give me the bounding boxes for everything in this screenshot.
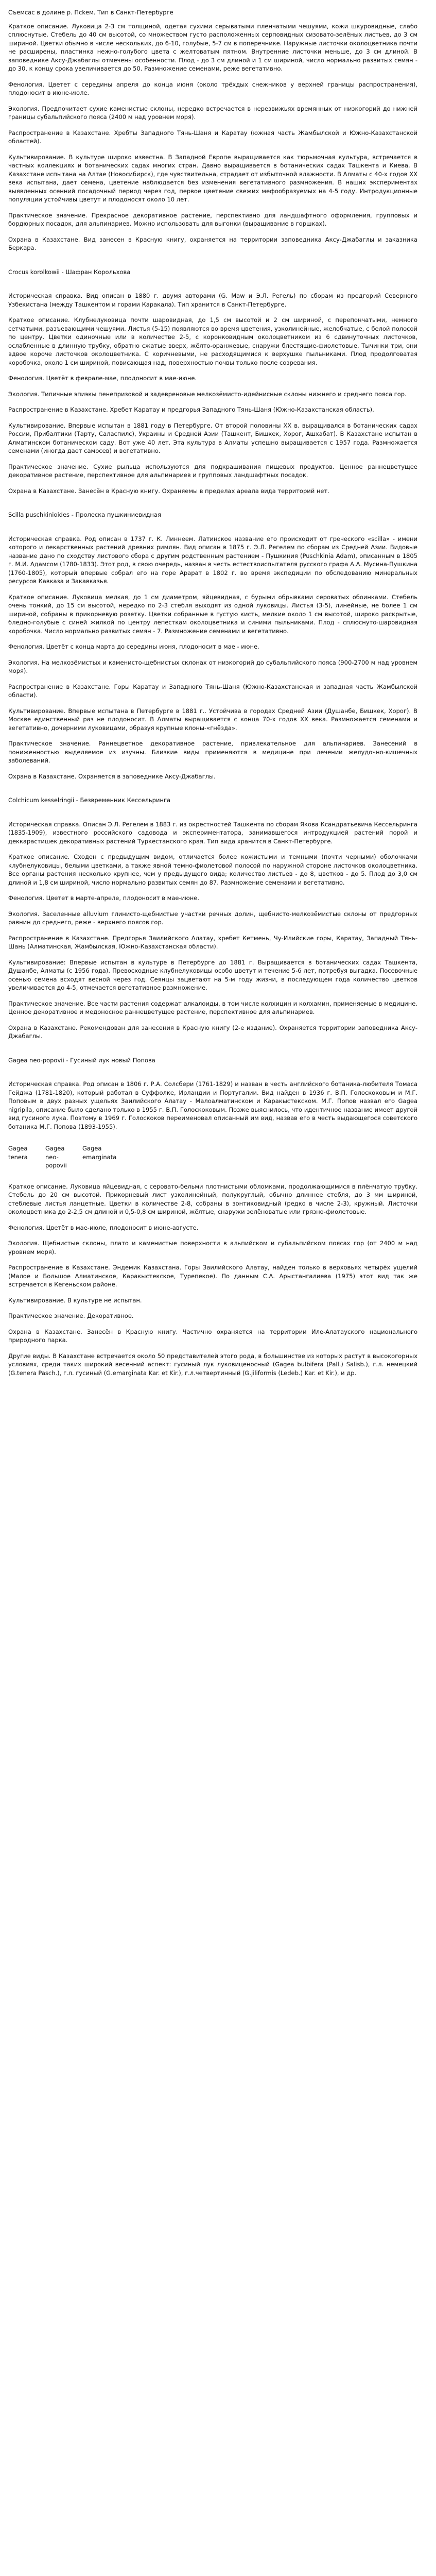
doc-paragraph: Охрана в Казахстане. Занесён в Красную книгу. Охраняемы в пределах ареала вида территорий нет.: [8, 487, 329, 495]
photo-caption-tenera: Gagea tenera: [8, 1145, 28, 1161]
doc-paragraph: Фенология. Цветет в марте-апреле, плодоносит в мае-июне.: [8, 894, 200, 902]
doc-paragraph: Культивирование. Впервые испытан в 1881 году в Петербурге. От второй половины XX в. выращивался в ботанических садах России, Прибалтики (Тарту, Саласпилс), Украины и Средней Азии (Ташкент, Бишкек, Хорог, Ашхабат). В Казахстане испытан в Алматинском ботаническом саду. Вот уже 40 лет. Эта культура в Алматы успешно выращивается с 1957 года. Размножается семенами (иногда дает самосев) и вегетативно.: [8, 421, 417, 454]
doc-paragraph: Распространение в Казахстане. Эндемик Казахстана. Горы Заилийского Алатау, найден только в верховьях четырёх ущелий (Малое и Большое Алматинское, Каракыстекское, Турепекое). По данным С.А. Арыстангалиева (1975) этот вид так же встречается в Кегеньском районе.: [8, 1264, 417, 1288]
doc-paragraph: Историческая справка. Род описан в 1737 г. К. Линнеем. Латинское название его происходит от греческого «scilla» - имени которого и лекарственных растений древних римлян. Вид описан в 1875 г. Э.Л. Регелем по сборам из Средней Азии. Видовые название дано по сходству листового сбора с другим родственным растением - Пушкиния (Puschkinia Adam), описанным в 1805 г. М.И. Адамсом (1780-1833). Этот род, в свою очередь, назван в честь естествоиспытателя русского графа А.А. Мусина-Пушкина (1760-1805), который впервые собрал его на горе Арарат в 1802 г. во время экспедиции по обследованию минеральных ресурсов Кавказа и Закавказья.: [8, 535, 417, 585]
doc-paragraph: Распространение в Казахстане. Горы Каратау и Западного Тянь-Шаня (Южно-Казахстанская и западная часть Жамбылской области).: [8, 683, 417, 699]
doc-paragraph: Экология. На мелкозёмистых и каменисто-щебнистых склонах от низкогорий до субальпийского пояса (900-2700 м над уровнем моря).: [8, 658, 417, 674]
doc-paragraph: Историческая справка. Род описан в 1806 г. Р.А. Солсбери (1761-1829) и назван в честь английского ботаника-любителя Томаса Гейджа (1781-1820), который работал в Суффолке, Ирландии и Португалии. Вид найден в 1936 г. В.П. Голоскоковым и М.Г. Поповым в двух разных ущельях Заилийского Алатау - Малоалматинском и Каракыстекском. М.Г. Попов назвал его Gagea nigripila, описание было сделано только в 1955 г. В.П. Голоскоковым. Позже выяснилось, что идентичное название имеет другой вид гусиного лука. Поэтому в 1969 г. Голоскоков переименовал описанный им вид, назвав его в честь выдающегося советского ботаника М.Г. Попова (1893-1955).: [8, 1080, 417, 1130]
doc-paragraph: Распространение в Казахстане. Предгорья Заилийского Алатау, хребет Кетмень, Чу-Илийские горы, Каратау, Западный Тянь-Шань (Алматинская, Жамбылская, Южно-Казахстанская области).: [8, 934, 417, 950]
species-header: Gagea neo-popovii - Гусиный лук новый Попова: [8, 1056, 155, 1064]
doc-paragraph: Фенология. Цветёт в мае-июле, плодоносит в июне-августе.: [8, 1224, 199, 1231]
doc-paragraph: Фенология. Цветёт в феврале-мае, плодоносит в мае-июне.: [8, 375, 197, 382]
doc-paragraph: Культивирование. Впервые испытана в Петербурге в 1881 г.. Устойчива в городах Средней Азии (Душанбе, Бишкек, Хорог). В Москве единственный раз не плодоносит. В Алматы выращивается с конца 70-х годов XX века. Размножается семенами и вегетативно, дочерними луковицами, образуя крупные клоны-«гнёзда».: [8, 707, 417, 732]
doc-paragraph: Охрана в Казахстане. Охраняется в заповеднике Аксу-Джабаглы.: [8, 772, 216, 780]
doc-paragraph: Экология. Заселенные alluvium глинисто-щебнистые участки речных долин, щебнисто-мелкозёмистые склоны от предгорных равнин до среднего, реже - верхнего поясов гор.: [8, 910, 417, 926]
doc-paragraph: Распространение в Казахстане. Хребет Каратау и предгорья Западного Тянь-Шаня (Южно-Казахстанская область).: [8, 406, 374, 413]
photo-caption-emarginata: Gagea emarginata: [82, 1145, 117, 1161]
photo-captions-row: [8, 1144, 417, 1170]
doc-paragraph: Экология. Щебнистые склоны, плато и каменистые поверхности в альпийском и субальпийском поясах гор (от 2400 м над уровнем моря).: [8, 1240, 417, 1256]
doc-paragraph: Культивирование. В культуре не испытан.: [8, 1296, 142, 1304]
doc-paragraph: Краткое описание. Сходен с предыдущим видом, отличается более кожистыми и темными (почти черными) оболочками клубнелуковицы, белыми цветками, а также явной темно-фиолетовой полосой по наружной стороне листочков околоцветника. Все органы растения несколько крупнее, чем у предыдущего вида; количество листьев - до 8, цветков - до 5. Плод до 3,0 см длиной и 1,8 см шириной, число нормально развитых семян до 87. Размножение семенами и вегетативно.: [8, 853, 417, 886]
doc-paragraph: Экология. Предпочитает сухие каменистые склоны, нередко встречается в нерезвижьях времянных от низкогорий до нижней границы субальпийского пояса (2400 м над уровнем моря).: [8, 105, 417, 121]
species-header: Colchicum kesselringii - Безвременник Кессельринга: [8, 796, 171, 804]
doc-paragraph: Культивирование: Впервые испытан в культуре в Петербурге до 1881 г. Выращивается в ботанических садах Ташкента, Душанбе, Алматы (с 1956 года). Превосходные клубнелуковицы особо цветут и течение 5-6 лет, потребуя выгадка. Посевочные осенью семена всходят весной через год. Сеянцы зацветают на 5-м году жизни, в последующем года количество цветков увеличивается до 4-5, отмечается вегетативное размножение.: [8, 958, 417, 991]
doc-paragraph: Практическое значение. Все части растения содержат алкалоиды, в том числе колхицин и колхамин, применяемые в медицине. Ценное декоративное и медоносное раннецветущее растение, перспективное для альпинариев.: [8, 999, 417, 1015]
species-header: Scilla puschkinioides - Пролеска пушкиниевидная: [8, 511, 161, 518]
doc-paragraph: Краткое описание. Луковица яйцевидная, с серовато-бельми плотнистыми обломками, продолжающимися в плёнчатую трубку. Стебель до 20 см высотой. Прикорневый лист узколинейный, полукруглый, обычно длиннее стебля, до 3 мм шириной, стеблевые листья ланцетные. Цветки в количестве 2-8, собраны в зонтиковидный (редко в числе 2-3), кружный. Листочки околоцветника до 2-2,5 см длиной и 0,5-0,8 см шириной, жёлтые, снаружи зелёноватые или грязно-фиолетовые.: [8, 1182, 417, 1215]
species-header: Crocus korolkowii - Шафран Корольхова: [8, 268, 131, 276]
doc-paragraph: Охрана в Казахстане. Занесён в Красную книгу. Частично охраняется на территории Иле-Алатауского национального природного парка.: [8, 1328, 417, 1344]
doc-paragraph: Другие виды. В Казахстане встречается около 50 представителей этого рода, в большинстве из которых растут в высокогорных условиях, среди таких широкий весенний аспект: гусиный лук луковиценосный (Gagea bulbifera (Pall.) Salisb.), г.л. немецкий (G.tenera Pasch.), г.л. гусиный (G.emarginata Kar. et Kir.), г.л.четвертинный (G.jiliformis (Ledeb.) Kar. et Kir.), и др.: [8, 1352, 417, 1377]
doc-paragraph: Краткое описание. Клубнелуковица почти шаровидная, до 1,5 см высотой и 2 см шириной, с перепончатыми, немного сетчатыми, разъевающими чешуями. Листья (5-15) появляются во время цветения, узколинейные, желобчатые, с белой полосой по центру. Цветки одиночные или в количестве 2-5, с коронковидным околоцветником из 6 сдвинуточных листочков, ослабленные в длинную трубку, обратно сжатые вверх, жёлто-оранжевые, снаружи блестящие-фиолетовые. Тычинки три, они вдвое короче листочков околоцветника. С коричневыми, не расходящимися к верхушке пыльниками. Плод продолговатая коробочка, около 1 см шириной, повисающая над, поверхностью почвы только после созревания.: [8, 316, 417, 366]
doc-paragraph: Краткое описание. Луковица 2-3 см толщиной, одетая сухими серыватыми пленчатыми чешуями, кожи шкуровидные, слабо сплюснутые. Стебель до 40 см высотой, со множеством густо расположенных серповидных сизовато-зелёных листьев, до 3 см шириной. Цветки обычно в числе нескольких, до 6-10, голубые, 5-7 см в поперечнике. Наружные листочки околоцветника почти не расширены, пластинка нежно-голубого цвета с желтоватым пятном. Внутренние листочки меньше, до 3 см длиной. В заповеднике Аксу-Джабаглы отмечены особенности. Плод - до 3 см длиной и 1 см шириной, число нормально развитых семян - до 30, к концу срока увеличивается до 50. Размножение семенами, реже вегетативно.: [8, 22, 417, 72]
doc-paragraph: Фенология. Цветёт с конца марта до середины июня, плодоносит в мае - июне.: [8, 643, 259, 650]
doc-paragraph: Экология. Типичные эпиэкы пенепризовой и задевреновые мелкозёмисто-идейнисные склоны нижнего и среднего пояса гор.: [8, 390, 407, 398]
doc-paragraph: Историческая справка. Описан Э.Л. Регелем в 1883 г. из окрестностей Ташкента по сборам Якова Ксандратьевича Кессельринга (1835-1909), известного российского садовода и экспериментатора, занимавшегося интродукцией растений порой и деккарастишек декоративных растений Туркестанского края. Тип вида хранится в Санкт-Петербурге.: [8, 820, 417, 845]
doc-paragraph: Практическое значение. Декоративное.: [8, 1312, 134, 1319]
doc-paragraph: Распространение в Казахстане. Хребты Западного Тянь-Шаня и Каратау (южная часть Жамбылской и Южно-Казахстанской областей).: [8, 129, 417, 145]
doc-paragraph: Краткое описание. Луковица мелкая, до 1 см диаметром, яйцевидная, с бурыми обрывками сероватых обоинками. Стебель очень тонкий, до 15 см высотой, нередко по 2-3 стебля выходят из одной луковицы. Листья (3-5), линейные, не более 1 см шириной, собраны в прикорневую розетку. Цветки собранные в густую кисть, мелкие около 1 см высотой, широко раскрытые, бледно-голубые с синей жилкой по центру лепесткам околоцветника и синими пыльниками. Плод - сплюснуто-шаровидная коробочка. Число нормально развитых семян - 7. Размножение семенами и вегетативно.: [8, 593, 417, 635]
doc-paragraph: Практическое значение. Раннецветное декоративное растение, привлекательное для альпинариев. Занесений в пониженностью выделяемое из изучны. Близкие виды применяются в медицине при лечении желудочно-кишечных заболеваний.: [8, 740, 417, 764]
doc-paragraph: Историческая справка. Вид описан в 1880 г. двумя авторами (G. Maw и Э.Л. Регель) по сборам из предгорий Северного Узбекистана (между Ташкентом и горами Каракала). Тип хранится в Санкт-Петербурге.: [8, 292, 417, 308]
doc-paragraph: Охрана в Казахстане. Рекомендован для занесения в Красную книгу (2-е издание). Охраняется территории заповедника Аксу-Джабаглы.: [8, 1024, 417, 1040]
doc-paragraph: Практическое значение. Прекрасное декоративное растение, перспективно для ландшафтного оформления, групповых и бордюрных посадок, для альпинариев. Можно использовать для выгонки (выращивание в горшках).: [8, 211, 417, 227]
photo-caption-neo-popovii: Gagea neo-popovii: [45, 1145, 67, 1169]
doc-paragraph: Культивирование. В культуре широко известна. В Западной Европе выращивается как тюрьмочная культура, встречается в частных коллекциях и ботанических садах многих стран. Давно выращивается в ботанических садах Ташкента и Киева. В Казахстане испытана на Алтае (Новосибирск), где чувствительна, страдает от избыточной влажности. В Алматы с 40-х годов XX века испытана, дает семена, цветение наблюдается без изменения вегетативного размножения. В наших экспериментах выявленных осенний посадочный период через год, первое цветение свежих мефообразуемых на 4-5 году. Интродукционные популяции устойчивы цветут и плодоносят около 10 лет.: [8, 153, 417, 203]
doc-paragraph-intro: Съемсас в долине р. Псkем. Тип в Санкт-Петербурге: [8, 9, 173, 16]
doc-paragraph: Охрана в Казахстане. Вид занесен в Красную книгу, охраняется на территории заповедника Аксу-Джабаглы и заказника Беркара.: [8, 235, 417, 251]
doc-paragraph: Практическое значение. Сухие рыльца используются для подкрашивания пищевых продуктов. Ценное раннецветущее декоративное растение, перспективное для альпинариев и групповых ландшафтных посадок.: [8, 463, 417, 479]
doc-paragraph: Фенология. Цветет с середины апреля до конца июня (около трёхдых снежников у верхней границы распространения), плодоносит в июне-июле.: [8, 80, 417, 96]
